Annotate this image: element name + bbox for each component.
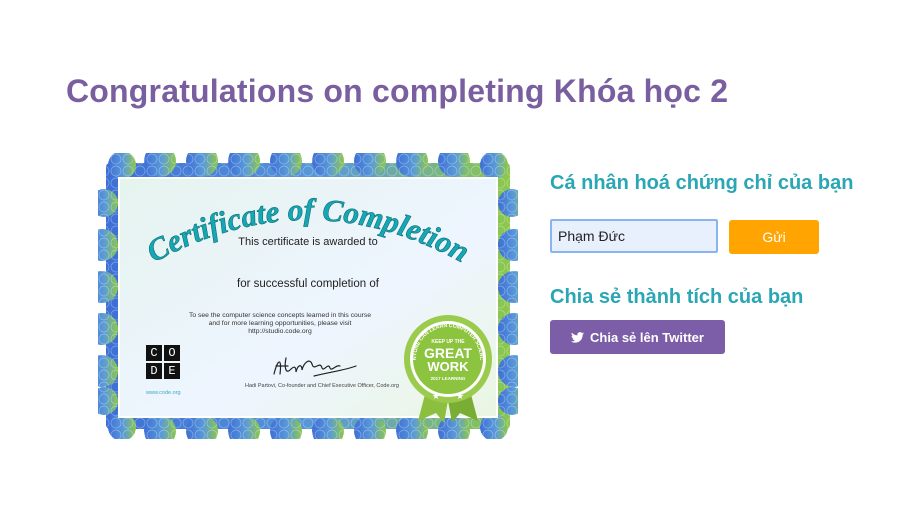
code-org-logo <box>146 345 180 379</box>
certificate-info-line: To see the computer science concepts learned in this course <box>188 312 372 319</box>
badge-main-text-1: GREAT <box>424 345 472 361</box>
share-heading: Chia sẻ thành tích của bạn <box>550 286 804 308</box>
certificate-heading <box>120 179 496 289</box>
logo-letter: O <box>164 345 180 361</box>
personalize-heading: Cá nhân hoá chứng chỉ của bạn <box>550 172 854 194</box>
submit-button[interactable]: Gửi <box>729 220 819 254</box>
badge-year-text: 2017 LEARNING <box>430 376 466 381</box>
svg-text:Certificate of Completion: Certificate of Completion <box>140 191 476 270</box>
certificate-info-line: and for more learning opportunities, please visit <box>208 320 352 327</box>
certificate-completion-text: for successful completion of <box>237 278 379 290</box>
logo-letter: C <box>146 345 162 361</box>
certificate-info <box>180 312 380 336</box>
certificate-info-line: http://studio.code.org <box>248 328 312 335</box>
certificate-image <box>98 153 518 439</box>
star-icon: ★ <box>455 391 465 401</box>
certificate-body <box>120 179 496 416</box>
star-icon: ★ <box>431 391 441 401</box>
twitter-share-button[interactable] <box>550 320 725 354</box>
page-title: Congratulations on completing Khóa học 2 <box>66 73 729 109</box>
badge-top-text: KEEP UP THE <box>431 339 465 345</box>
twitter-share-label: Chia sẻ lên Twitter <box>590 329 704 345</box>
great-work-badge <box>400 313 496 423</box>
twitter-bird-icon <box>571 332 584 343</box>
signature-image <box>270 354 360 380</box>
logo-letter: E <box>164 363 180 379</box>
certificate-awarded-text: This certificate is awarded to <box>238 236 378 248</box>
name-input[interactable] <box>550 219 718 253</box>
signature-caption: Hadi Partovi, Co-founder and Chief Executive Officer, Code.org <box>245 383 399 389</box>
logo-letter: D <box>146 363 162 379</box>
badge-main-text-2: WORK <box>427 359 469 374</box>
code-org-url: www.code.org <box>146 390 181 396</box>
svg-text:ANYONE CAN LEARN COMPUTER SCIE: NYONE CAN LEARN COMPUTER SCIENC <box>411 322 485 361</box>
